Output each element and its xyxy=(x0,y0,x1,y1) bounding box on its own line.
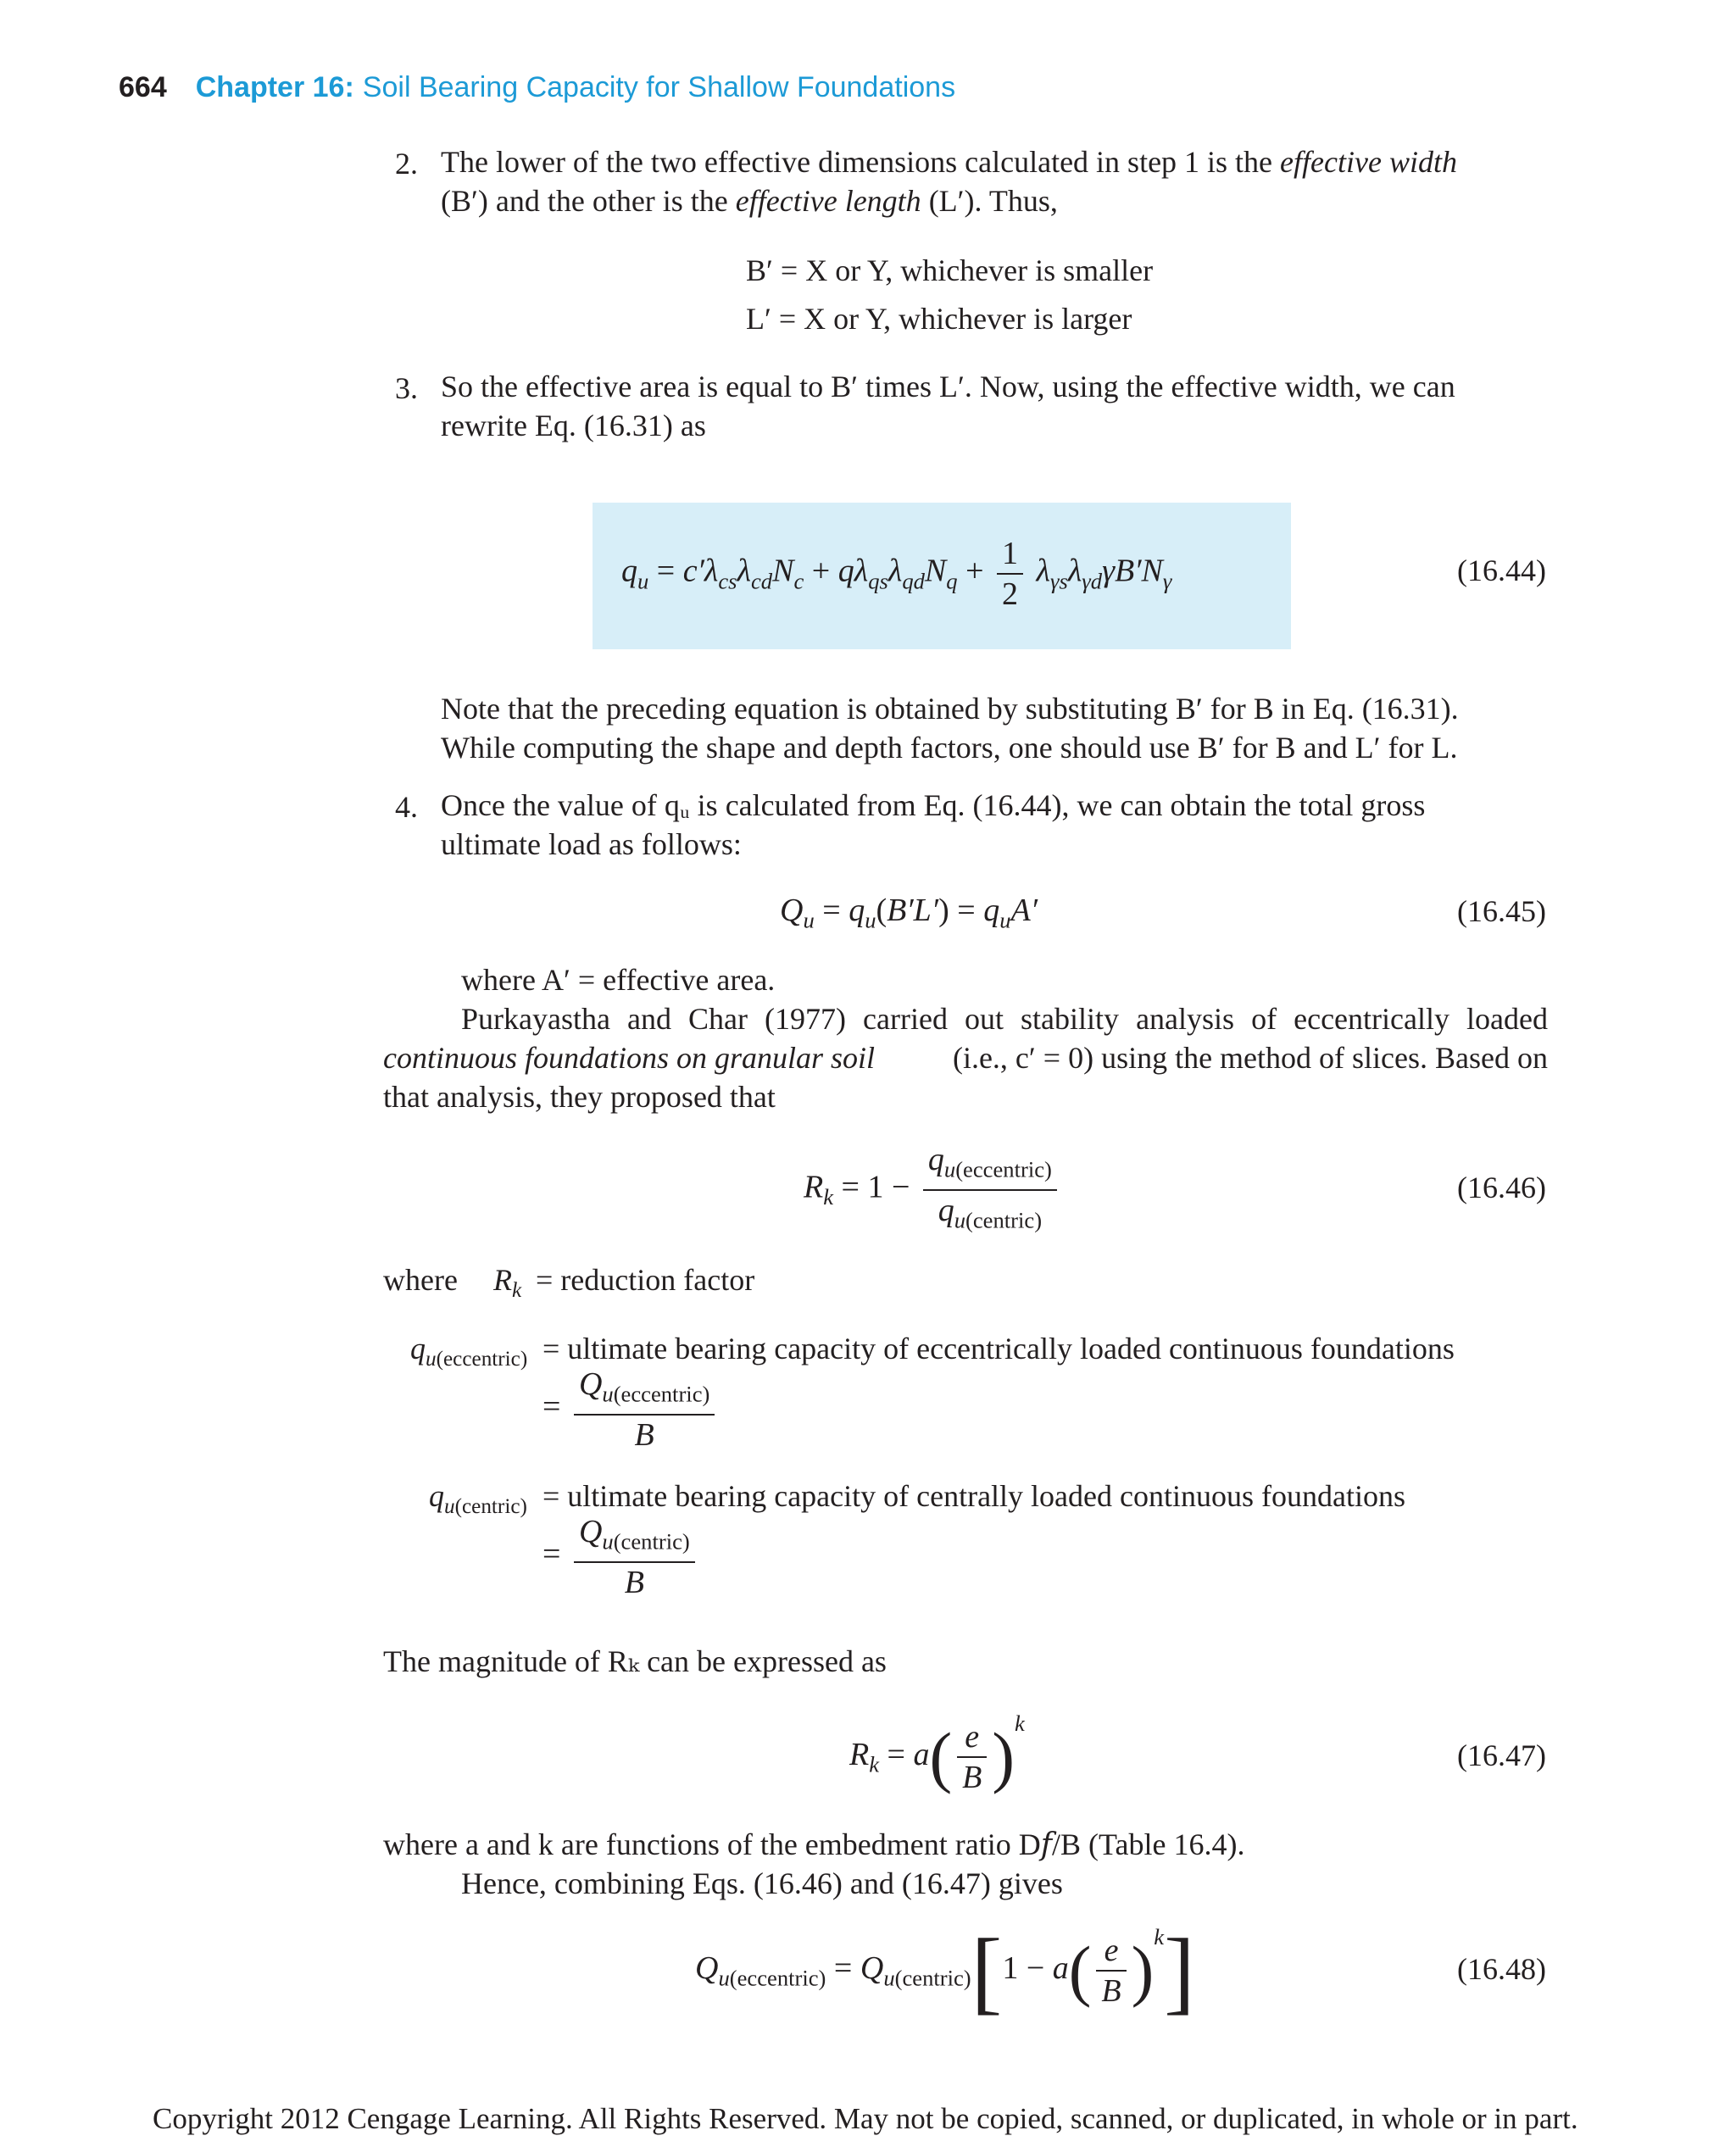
where-a-k-line-1: where a and k are functions of the embedment ratio D𝑓/B (Table 16.4). xyxy=(383,1827,1245,1861)
continuous-foundations-phrase: continuous foundations on granular soil xyxy=(383,1041,876,1075)
item-2-line-1 xyxy=(441,142,1457,181)
where-label: where xyxy=(383,1263,458,1297)
item-2-line-2b: (L′). Thus, xyxy=(928,184,1058,218)
item-3-line-1: So the effective area is equal to B′ times L′. Now, using the effective width, we can xyxy=(441,370,1455,403)
q-centric-symbol: $q_{u(centric)}$ xyxy=(429,1479,527,1519)
rk-symbol: $R_k$ xyxy=(493,1263,522,1303)
para-line-3: that analysis, they proposed that xyxy=(383,1080,776,1114)
para-line-2 xyxy=(383,1038,1548,1077)
q-eccentric-ratio: = $\frac{Q_{u(eccentric)}}{B}$ xyxy=(542,1365,720,1455)
where-a-prime: where A′ = effective area. xyxy=(461,963,776,997)
chapter-label: Chapter 16: xyxy=(195,71,354,103)
equation-number-16-48: (16.48) xyxy=(1457,1952,1546,1986)
item-2-line-2a: (B′) and the other is the xyxy=(441,184,728,218)
eq-l-prime: L′ = X or Y, whichever is larger xyxy=(746,302,1132,336)
running-header xyxy=(119,71,955,104)
effective-width-term: effective width xyxy=(1280,145,1457,179)
equation-number-16-44: (16.44) xyxy=(1457,553,1546,587)
equation-16-48: $Q_{u(eccentric)} = Q_{u(centric)}[1 - a$( $\frac{e}{B}$ )$^k$] xyxy=(695,1919,1195,2023)
equation-16-44: $q_u = c'\lambda_{cs}\lambda_{cd}N_c + q\lambda_{qs}\lambda_{qd}N_q$ + $\frac{1}{2}$ $\lambda_{\gamma s}\lambda_{\gamma d}\gamma B'N_\gamma$ xyxy=(621,536,1172,612)
item-2-line-1-text: The lower of the two effective dimensions calculated in step 1 is the xyxy=(441,145,1273,179)
note-line-2: While computing the shape and depth factors, one should use B′ for B and L′ for L. xyxy=(441,731,1458,765)
equation-16-46: $R_k = 1$ − $\frac{q_{u(eccentric)}}{q_{u(centric)}}$ xyxy=(804,1140,1062,1239)
item-2-line-2 xyxy=(441,181,1058,220)
equation-number-16-46: (16.46) xyxy=(1457,1171,1546,1204)
q-centric-definition: = ultimate bearing capacity of centrally loaded continuous foundations xyxy=(542,1479,1405,1513)
item-4-number: 4. xyxy=(395,790,418,824)
magnitude-sentence: The magnitude of Rₖ can be expressed as xyxy=(383,1644,887,1678)
eq-b-prime: B′ = X or Y, whichever is smaller xyxy=(746,253,1154,287)
para-line-1: Purkayastha and Char (1977) carried out stability analysis of eccentrically loaded xyxy=(461,1002,1548,1036)
item-3-line-2: rewrite Eq. (16.31) as xyxy=(441,409,706,442)
item-4-line-2: ultimate load as follows: xyxy=(441,827,742,861)
equation-number-16-47: (16.47) xyxy=(1457,1738,1546,1772)
rk-definition: = reduction factor xyxy=(536,1263,755,1297)
q-eccentric-symbol: $q_{u(eccentric)}$ xyxy=(410,1332,528,1371)
item-2-number: 2. xyxy=(395,147,418,181)
copyright-footer: Copyright 2012 Cengage Learning. All Rights Reserved. May not be copied, scanned, or duplicated, in whole or in part. xyxy=(153,2102,1578,2135)
page-number: 664 xyxy=(119,71,167,103)
chapter-title: Soil Bearing Capacity for Shallow Foundations xyxy=(362,71,956,103)
item-3-number: 3. xyxy=(395,371,418,405)
equation-16-45: $Q_u = q_u(B'L') = q_uA'$ xyxy=(780,893,1038,933)
note-line-1: Note that the preceding equation is obtained by substituting B′ for B in Eq. (16.31). xyxy=(441,692,1459,726)
equation-16-47: $R_k = a$( $\frac{e}{B}$ )$^k$ xyxy=(849,1710,1025,1796)
equation-number-16-45: (16.45) xyxy=(1457,894,1546,928)
item-4-line-1: Once the value of qᵤ is calculated from Eq. (16.44), we can obtain the total gross xyxy=(441,788,1426,822)
where-a-k-line-2: Hence, combining Eqs. (16.46) and (16.47) gives xyxy=(461,1866,1063,1900)
effective-length-term: effective length xyxy=(735,184,921,218)
para-line-2-rest: (i.e., c′ = 0) using the method of slices. Based on xyxy=(952,1041,1548,1075)
q-centric-ratio: = $\frac{Q_{u(centric)}}{B}$ xyxy=(542,1512,700,1602)
q-eccentric-definition: = ultimate bearing capacity of eccentrically loaded continuous foundations xyxy=(542,1332,1455,1366)
